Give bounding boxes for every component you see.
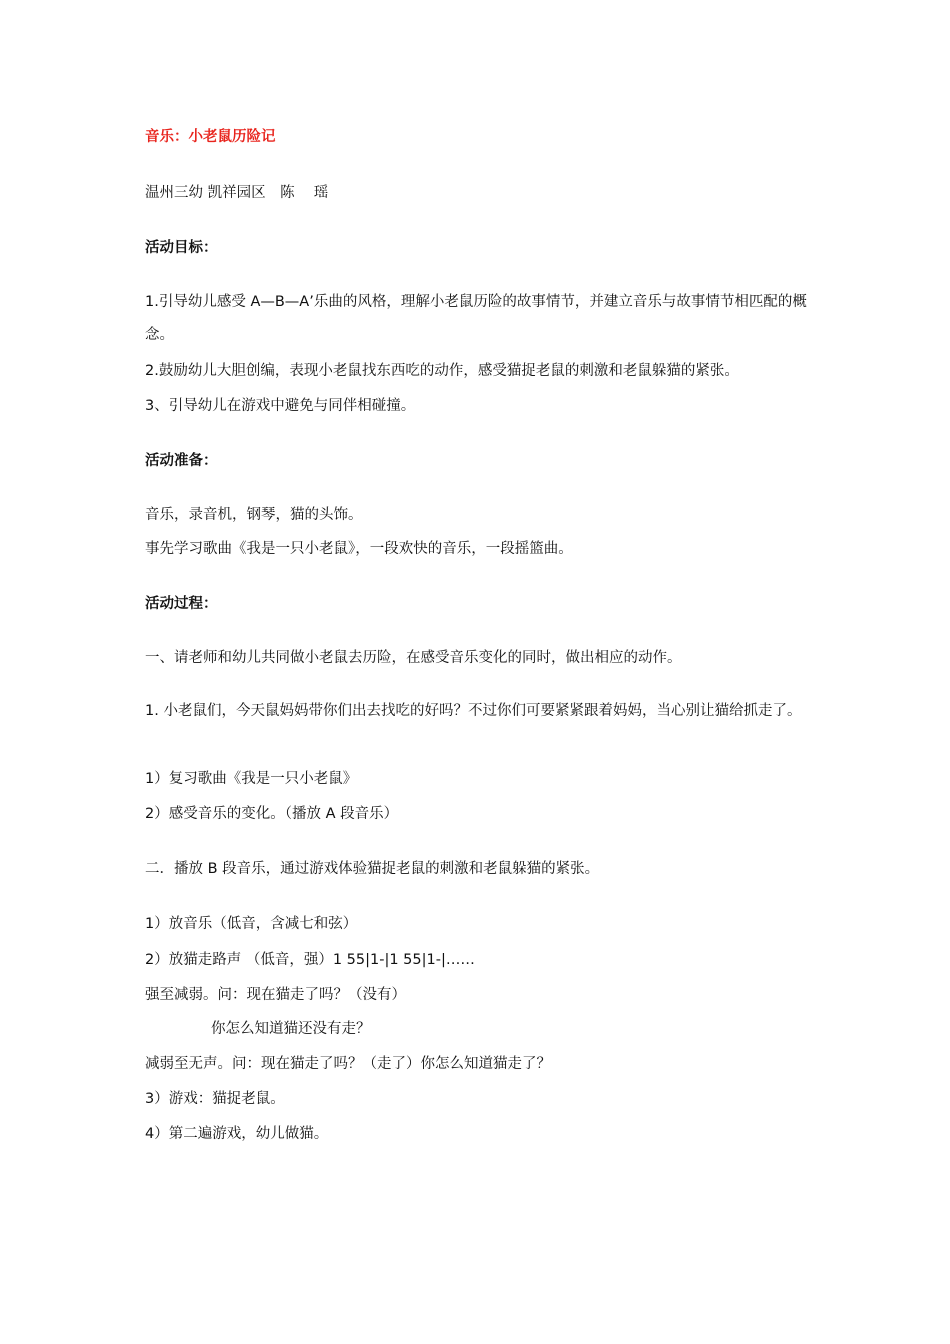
goal-item-3: 3、引导幼儿在游戏中避免与同伴相碰撞。 <box>145 398 416 414</box>
prep-heading: 活动准备： <box>145 453 218 469</box>
process-step-2: 二．播放 B 段音乐，通过游戏体验猫捉老鼠的刺激和老鼠躲猫的紧张。 <box>145 861 600 877</box>
process-step-1: 一、请老师和幼儿共同做小老鼠去历险，在感受音乐变化的同时，做出相应的动作。 <box>145 650 682 666</box>
process-step-2-item-3: 强至减弱。问：现在猫走了吗？（没有） <box>145 987 406 1003</box>
process-step-1-item-1: 1）复习歌曲《我是一只小老鼠》 <box>145 771 358 787</box>
process-heading: 活动过程： <box>145 596 218 612</box>
process-step-2-item-4: 你怎么知道猫还没有走？ <box>211 1021 371 1037</box>
process-step-2-item-1: 1）放音乐（低音，含减七和弦） <box>145 916 358 932</box>
prep-item-2: 事先学习歌曲《我是一只小老鼠》，一段欢快的音乐，一段摇篮曲。 <box>145 541 573 557</box>
process-step-2-item-7: 4）第二遍游戏，幼儿做猫。 <box>145 1126 329 1142</box>
process-step-2-item-6: 3）游戏：猫捉老鼠。 <box>145 1091 285 1107</box>
process-step-1-item-2: 2）感受音乐的变化。（播放 A 段音乐） <box>145 806 399 822</box>
author-line: 温州三幼 凯祥园区 陈 瑶 <box>145 185 329 201</box>
document-title: 音乐：小老鼠历险记 <box>145 129 276 145</box>
prep-item-1: 音乐，录音机，钢琴，猫的头饰。 <box>145 507 363 523</box>
goals-heading: 活动目标： <box>145 240 218 256</box>
process-step-2-item-2: 2）放猫走路声 （低音，强）1 55|1-|1 55|1-|…… <box>145 952 475 968</box>
process-step-2-item-5: 减弱至无声。问：现在猫走了吗？（走了）你怎么知道猫走了？ <box>145 1056 551 1072</box>
goal-item-2: 2.鼓励幼儿大胆创编，表现小老鼠找东西吃的动作，感受猫捉老鼠的刺激和老鼠躲猫的紧张。 <box>145 363 739 379</box>
process-step-1-intro: 1. 小老鼠们，今天鼠妈妈带你们出去找吃的好吗？不过你们可要紧紧跟着妈妈，当心别让猫给抓走了。 <box>145 703 802 719</box>
goal-item-1: 1.引导幼儿感受 A—B—A’乐曲的风格，理解小老鼠历险的故事情节，并建立音乐与故事情节相匹配的概念。 <box>145 294 807 343</box>
